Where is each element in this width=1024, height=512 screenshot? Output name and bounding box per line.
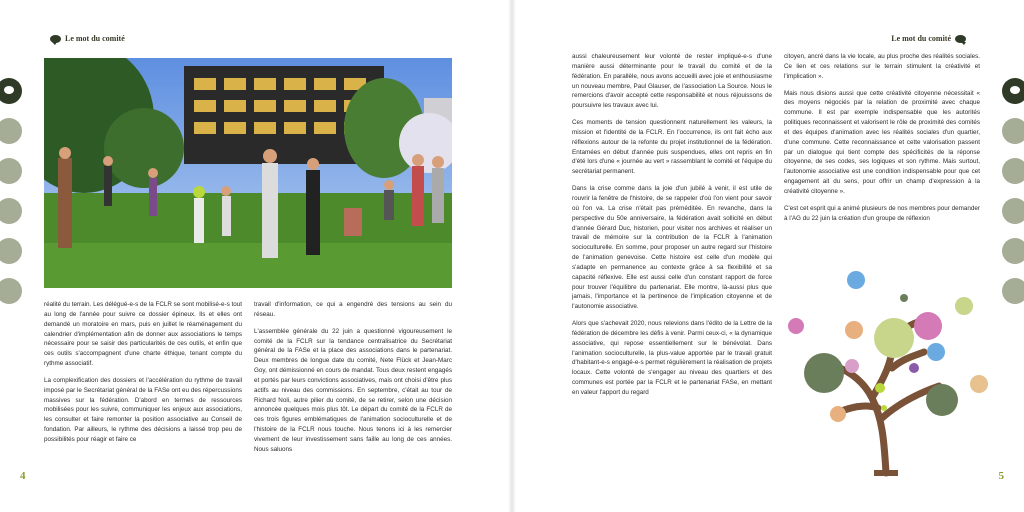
left-header-title: Le mot du comité bbox=[65, 34, 125, 43]
speech-bubble-icon bbox=[50, 35, 61, 43]
side-dot bbox=[1002, 238, 1024, 264]
side-dot bbox=[0, 158, 22, 184]
left-side-dots bbox=[0, 78, 22, 318]
page-gutter bbox=[508, 0, 516, 512]
page-number-right: 5 bbox=[998, 470, 1004, 482]
dotted-tree-illustration bbox=[774, 268, 1004, 478]
right-page-header bbox=[891, 34, 970, 43]
left-column-2 bbox=[254, 300, 452, 462]
paragraph: citoyen, ancré dans la vie locale, au plus proche des réalités sociales. Ce lien et ces relations sur le terrain stimulent la créativité et l'implication ». bbox=[784, 53, 980, 80]
side-dot bbox=[0, 278, 22, 304]
speech-bubble-icon bbox=[0, 78, 22, 104]
side-dot bbox=[1002, 198, 1024, 224]
paragraph: C'est cet esprit qui a animé plusieurs de nos membres pour demander à l'AG du 22 juin la création d'un groupe de réflexion bbox=[784, 204, 980, 222]
left-page-header bbox=[46, 34, 125, 43]
side-dot bbox=[0, 118, 22, 144]
paragraph: travail d'information, ce qui a engendré des tensions au sein du réseau. bbox=[254, 301, 452, 318]
side-dot bbox=[0, 198, 22, 224]
paragraph: L'assemblée générale du 22 juin a questionné vigoureusement le comité de la FCLR sur la tendance centralisatrice du Secrétariat général de la FASe et la place des associations dans le partenariat. Deux membres de longue date du comité, Nete Flück et Jean-Marc Goy, ont démissionné en cours de mandat. Tous deux restent engagés et portés par leurs convictions associatives, mais ont choisi d'être plus actifs au niveau des commissions. En septembre, c'était au tour de Richard Noli, autre pilier du comité, de se retirer, selon une décision annoncée quelques mois plus tôt. Le départ du comité de la FCLR de ces trois figures emblématiques de l'animation socioculturelle et de l'histoire de la FCLR nous touche. Nous tenons ici à les remercier vivement de leur investissement sans faille au long de ces années. Nous saluons bbox=[254, 327, 452, 453]
right-side-dots bbox=[1002, 78, 1024, 318]
paragraph: Ces moments de tension questionnent naturellement les valeurs, la mission et l'identité de la FCLR. En l'occurrence, ils ont fait écho aux réflexions autour de la refonte du projet institutionnel de la fédération. Entamées en début d'année puis suspendues, elles ont repris en fin d'été lors d'une « journée au vert » rassemblant le comité et l'équipe du secrétariat permanent. bbox=[572, 119, 772, 176]
left-column-1 bbox=[44, 300, 242, 452]
park-photo-illustration bbox=[44, 58, 452, 288]
right-column-1 bbox=[572, 52, 772, 405]
paragraph: Dans la crise comme dans la joie d'un jubilé à venir, il est utile de rouvrir la fenêtre de l'histoire, de se rappeler d'où l'on vient pour savoir où l'on va. La crise n'était pas préméditée. En revanche, dans la perspective du 50e anniversaire, la fédération avait sollicité en début d'année Gérard Duc, historien, pour visiter nos archives et réaliser un travail de mémoire sur la contribution de la FCLR à l'animation socioculturelle. En somme, pour proposer un autre regard sur l'histoire de l'animation genevoise. Cette histoire est celle d'un modèle qui s'adapte en permanence au contexte grâce à sa flexibilité et sa capacité réflexive. Elle est aussi celle d'un constant rapport de force pour trouver l'équilibre du partenariat. Elle montre, là-aussi plus que jamais, l'importance et la pertinence de l'implication citoyenne et de l'autonomie associative. bbox=[572, 185, 772, 311]
right-column-2 bbox=[784, 52, 980, 231]
side-dot bbox=[1002, 158, 1024, 184]
speech-bubble-icon bbox=[955, 35, 966, 43]
paragraph: La complexification des dossiers et l'accélération du rythme de travail imposé par le Secrétariat général de la FASe ont eu des répercussions massives sur la fédération. D'abord en termes de ressources mobilisées pour les suivre, communiquer les enjeux aux associations, les consulter et faire remonter la position associative au Conseil de fondation. Par ailleurs, le rythme des décisions a laissé trop peu de possibilités pour réagir et faire ce bbox=[44, 376, 242, 443]
right-page bbox=[512, 0, 1024, 512]
right-header-title: Le mot du comité bbox=[891, 34, 951, 43]
speech-bubble-icon bbox=[1002, 78, 1024, 104]
paragraph: Mais nous disions aussi que cette créativité citoyenne nécessitait « des moyens négociés par la relation de proximité avec chaque commune. Il est par exemple indispensable que les autorités politiques reconnaissent et valorisent le rôle de proximité des comités et des équipes d'animation avec les réalités sociales d'un quartier, d'une commune. Cette reconnaissance et cette valorisation passent par un dialogue qui tient compte des spécificités de la réponse citoyenne, de ses codes, ses logiques et son rythme. Mais surtout, l'autonomie associative est une condition indispensable pour que cet engagement ait du sens, pour offrir un champ d'expression à la créativité citoyenne ». bbox=[784, 89, 980, 195]
page-number-left: 4 bbox=[20, 470, 26, 482]
side-dot bbox=[1002, 278, 1024, 304]
paragraph: Alors que s'achevait 2020, nous relevions dans l'édito de la Lettre de la fédération de décembre les défis à venir. Parmi ceux-ci, « la dynamique associative, qui repose essentiellement sur le bénévolat. Dans l'animation socioculturelle, la plus-value apportée par le travail gratuit d'habitant-e-s engagé-e-s permet régulièrement la réalisation de projets locaux. Cette volonté de s'engager au niveau des quartiers et des communes est portée par la FCLR et le partenariat FASe, en mettant en valeur l'apport du regard bbox=[572, 320, 772, 396]
side-dot bbox=[1002, 118, 1024, 144]
paragraph: réalité du terrain. Les délégué-e-s de la FCLR se sont mobilisé-e-s tout au long de l'année pour suivre ce dossier épineux. Ils et elles ont demandé un moratoire en mars, puis en juillet le réaménagement du calendrier d'implémentation afin de donner aux associations le temps nécessaire pour se saisir des particularités de ces outils, et enfin que ces outils s'accompagnent d'une charte éthique, tenant compte du rythme associatif. bbox=[44, 301, 242, 368]
side-dot bbox=[0, 238, 22, 264]
park-photo bbox=[44, 58, 452, 288]
paragraph: aussi chaleureusement leur volonté de rester impliqué-e-s d'une manière aussi déterminante pour le travail du comité et de la fédération. En parallèle, nous avons accueilli avec joie et enthousiasme un nouveau membre, Paul Glauser, de l'association La Source. Nous le remercions d'avoir accepté cette responsabilité et nous réjouissons de poursuivre les travaux avec lui. bbox=[572, 53, 772, 110]
